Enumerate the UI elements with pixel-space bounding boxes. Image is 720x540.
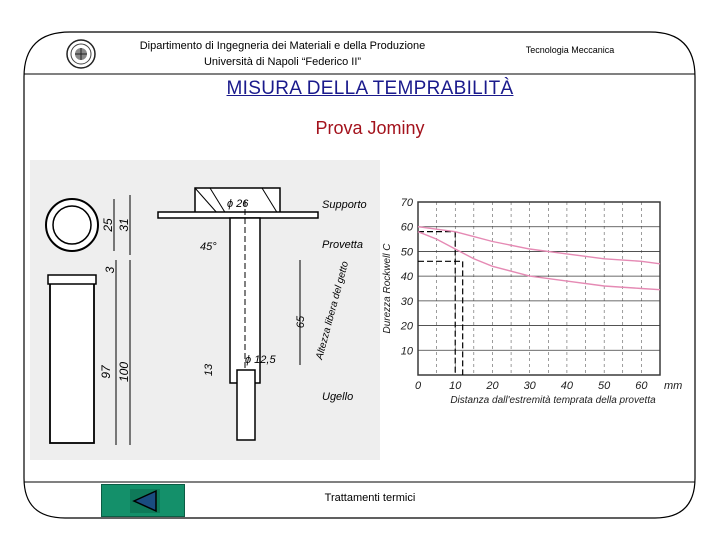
department-name: Dipartimento di Ingegneria dei Materiali e della Produzione	[139, 40, 426, 52]
support-diameter: ϕ 26	[227, 198, 249, 210]
bar-dim-100: 100	[117, 361, 131, 383]
x-tick-label: 30	[523, 380, 536, 392]
free-height-value: 65	[295, 315, 307, 329]
x-tick-label: 50	[598, 380, 611, 392]
chart-plot-area	[418, 202, 660, 375]
triangle-left-icon	[102, 485, 186, 518]
x-tick-label: 10	[449, 380, 462, 392]
y-axis-label: Durezza Rockwell C	[382, 243, 393, 334]
free-height-label: Altezza libera del getto	[314, 260, 352, 361]
slide-title: MISURA DELLA TEMPRABILITÀ	[226, 78, 514, 99]
jominy-figure	[30, 160, 690, 460]
x-tick-label: 40	[560, 380, 574, 392]
university-name: Università di Napoli “Federico II”	[203, 56, 362, 68]
nozzle-label: Ugello	[322, 391, 354, 403]
support-label: Supporto	[322, 199, 367, 211]
hardness-chart	[382, 197, 682, 406]
specimen-label: Provetta	[322, 239, 363, 251]
y-tick-label: 10	[400, 345, 413, 358]
angle-label: 45°	[200, 241, 217, 253]
nozzle-diameter: ϕ 12,5	[245, 354, 276, 366]
department-header	[110, 38, 455, 70]
x-tick-label: 60	[635, 380, 648, 392]
x-tick-label: 20	[486, 380, 499, 392]
subject-area: Tecnologia Meccanica	[525, 45, 615, 55]
y-tick-label: 30	[400, 295, 413, 308]
x-unit-label: mm	[664, 380, 683, 392]
y-tick-label: 60	[400, 221, 413, 234]
y-tick-label: 70	[400, 197, 413, 209]
bar-dim-97: 97	[99, 365, 113, 379]
y-tick-label: 20	[400, 320, 413, 333]
ring-dim-31: 31	[117, 218, 131, 232]
y-tick-label: 50	[400, 246, 413, 259]
y-tick-label: 40	[400, 271, 413, 284]
x-axis-label: Distanza dall'estremità temprata della provetta	[450, 395, 656, 406]
ring-dim-25: 25	[101, 218, 115, 232]
bar-dim-3: 3	[103, 266, 117, 274]
footer-title: Trattamenti termici	[324, 492, 416, 504]
back-button[interactable]	[101, 484, 185, 517]
university-seal-icon	[66, 38, 96, 70]
nozzle-gap: 13	[203, 363, 215, 377]
slide-subtitle: Prova Jominy	[315, 118, 425, 138]
x-tick-label: 0	[414, 380, 422, 392]
